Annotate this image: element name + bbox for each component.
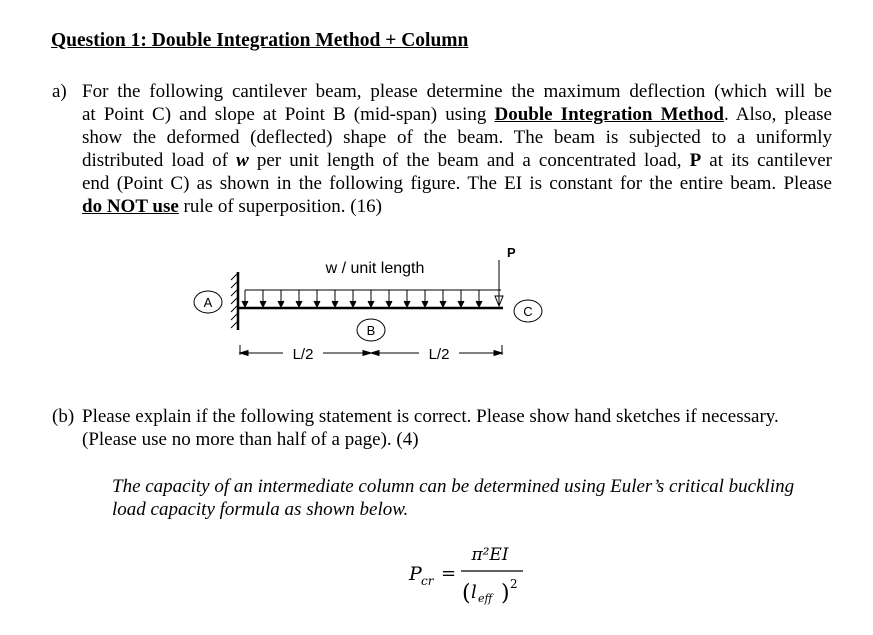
load-symbol-w: w: [236, 150, 249, 171]
part-a-line-4-pre: distributed load of: [82, 150, 237, 171]
formula-numerator: π²EI: [471, 545, 509, 565]
part-b-text: [82, 405, 842, 451]
part-a-line-3: show the deformed (deflected) shape of the beam. The beam is subjected to a uniformly: [82, 127, 832, 148]
statement-line-2: load capacity formula as shown below.: [112, 499, 409, 520]
euler-formula: [405, 538, 545, 610]
formula-lhs: P: [409, 563, 422, 585]
statement-quote: [112, 475, 837, 521]
point-c-label: C: [523, 304, 533, 319]
dimension-lines: [240, 345, 502, 356]
part-a-line-4-mid: per unit length of the beam and a concentrated load,: [248, 150, 690, 171]
part-a-line-2-pre: at Point C) and slope at Point B (mid-span) using: [82, 104, 495, 125]
formula-denominator-subscript: eff: [478, 592, 493, 605]
part-b-line-1: Please explain if the following statement is correct. Please show hand sketches if necessary.: [82, 406, 779, 427]
distributed-load-label: w / unit length: [325, 260, 425, 277]
formula-denominator-base: l: [471, 582, 477, 603]
part-a-line-4-end: at its cantilever: [701, 150, 833, 171]
point-b-marker: [357, 319, 385, 341]
span-left-label: L/2: [292, 346, 314, 363]
part-a-text: [82, 80, 832, 218]
part-b-line-2: (Please use no more than half of a page). (4): [82, 429, 419, 450]
span-right-label: L/2: [428, 346, 450, 363]
method-name: Double Integration Method: [494, 104, 724, 125]
distributed-load: [242, 260, 501, 307]
statement-line-1: The capacity of an intermediate column can be determined using Euler’s critical buckling: [112, 476, 795, 497]
part-a-line-4: [82, 149, 832, 172]
part-a-label: a): [52, 81, 67, 102]
part-a-line-1: For the following cantilever beam, please determine the maximum deflection (which will be: [82, 81, 832, 102]
point-c-marker: [514, 300, 542, 322]
part-a-line-6: [82, 195, 832, 218]
point-load: [495, 245, 516, 306]
point-a-label: A: [203, 295, 213, 310]
part-a-line-6-post: rule of superposition. (16): [178, 196, 382, 217]
formula-exponent: 2: [510, 577, 518, 591]
fixed-support: [231, 272, 238, 330]
point-a-marker: [194, 291, 222, 313]
part-a-line-5: end (Point C) as shown in the following figure. The EI is constant for the entire beam. Please: [82, 173, 832, 194]
formula-denominator: [462, 577, 518, 606]
point-b-label: B: [366, 323, 376, 338]
load-symbol-p: P: [689, 150, 702, 171]
cantilever-beam-figure: [185, 240, 555, 370]
point-load-label: P: [507, 245, 516, 260]
part-b-label: (b): [52, 406, 75, 427]
part-a-line-2: [82, 103, 832, 126]
formula-equals: =: [441, 563, 457, 584]
formula-lhs-subscript: cr: [421, 574, 434, 588]
do-not-use-emphasis: do NOT use: [82, 196, 179, 217]
question-title: Question 1: Double Integration Method + Column: [51, 30, 469, 51]
paren-close: ): [501, 581, 510, 606]
paren-open: (: [462, 581, 471, 606]
part-a-line-2-post: . Also, please: [723, 104, 832, 125]
